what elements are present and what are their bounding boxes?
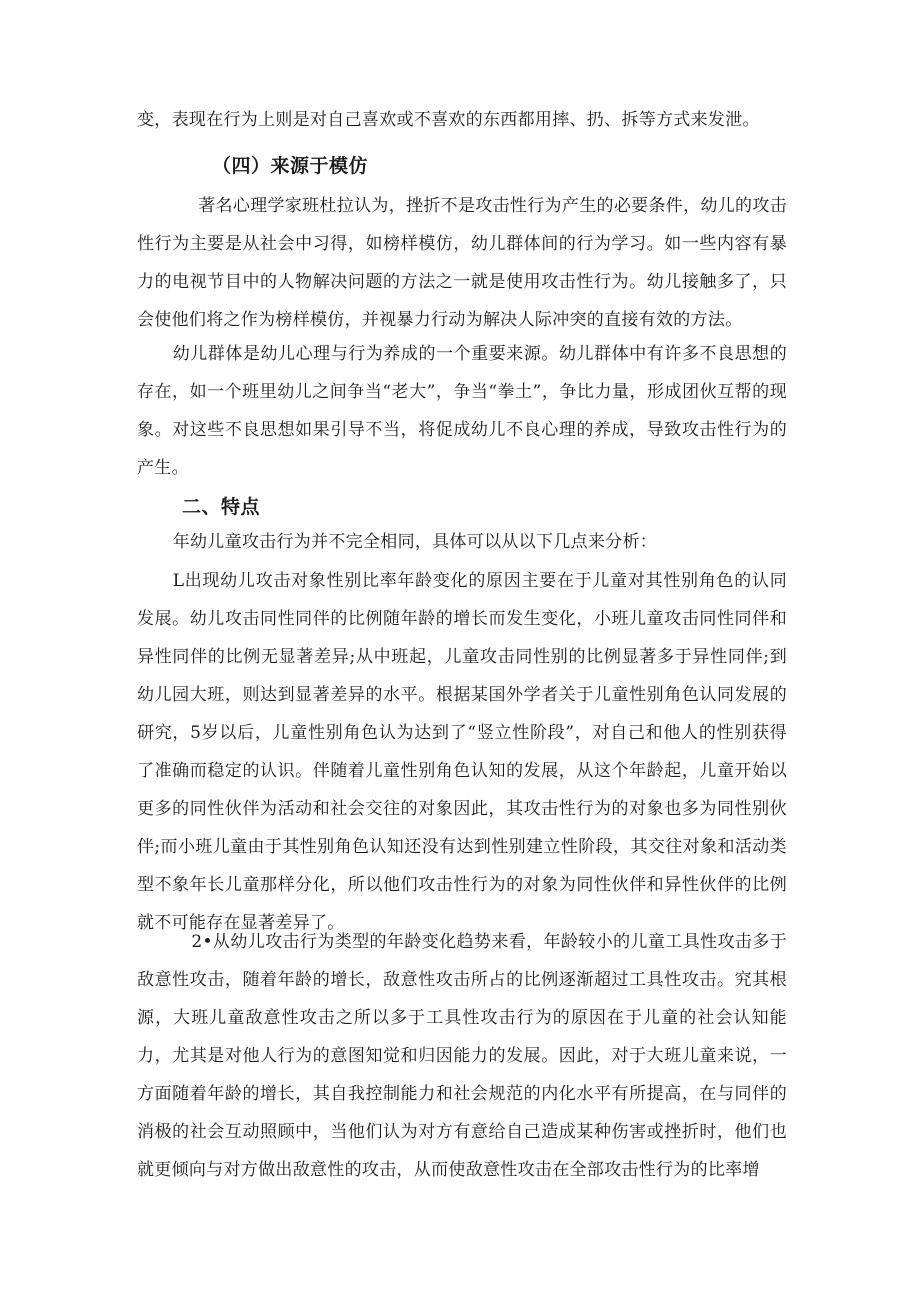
- heading-characteristics: 二、特点: [182, 496, 261, 518]
- paragraph-1: 著名心理学家班杜拉认为，挫折不是攻击性行为产生的必要条件，幼儿的攻击性行为主要是从社会中习得，如榜样模仿，幼儿群体间的行为学习。如一些内容有暴力的电视节目中的人物解决问题的方法之一就是使用攻击性行为。幼儿接触多了，只会使他们将之作为榜样模仿，并视暴力行动为解决人际冲突的直接有效的方法。: [137, 196, 787, 330]
- section-heading-four: [212, 147, 787, 185]
- paragraph-0: 变，表现在行为上则是对自己喜欢或不喜欢的东西都用摔、扔、拆等方式来发泄。: [137, 110, 760, 130]
- paragraph-2: 幼儿群体是幼儿心理与行为养成的一个重要来源。幼儿群体中有许多不良思想的存在，如一个班里幼儿之间争当“老大”，争当“拳土”，争比力量，形成团伙互帮的现象。对这些不良思想如果引导不当，将促成幼儿不良心理的养成，导致攻击性行为的产生。: [137, 344, 787, 478]
- section-heading-two: [182, 488, 787, 526]
- paragraph-5: 2•从幼儿攻击行为类型的年龄变化趋势来看，年龄较小的儿童工具性攻击多于敌意性攻击，随着年龄的增长，敌意性攻击所占的比例逐渐超过工具性攻击。究其根源，大班儿童敌意性攻击之所以多于工具性攻击行为的原因在于儿童的社会认知能力，尤其是对他人行为的意图知觉和归因能力的发展。因此，对于大班儿童来说，一方面随着年龄的增长，其自我控制能力和社会规范的内化水平有所提高，在与同伴的消极的社会互动照顾中，当他们认为对方有意给自己造成某种伤害或挫折时，他们也就更倾向与对方做出敌意性的攻击，从而使敌意性攻击在全部攻击性行为的比率增: [137, 932, 787, 1180]
- paragraph-4: L出现幼儿攻击对象性别比率年龄变化的原因主要在于儿童对其性别角色的认同发展。幼儿攻击同性同伴的比例随年龄的增长而发生变化，小班儿童攻击同性同伴和异性同伴的比例无显著差异;从中班起，儿童攻击同性别的比例显著多于异性同伴;到幼儿园大班，则达到显著差异的水平。根据某国外学者关于儿童性别角色认同发展的研究，5岁以后，儿童性别角色认为达到了“竖立性阶段”，对自己和他人的性别获得了准确而稳定的认识。伴随着儿童性别角色认知的发展，从这个年龄起，儿童开始以更多的同性伙伴为活动和社会交往的对象因此，其攻击性行为的对象也多为同性别伙伴;而小班儿童由于其性别角色认知还没有达到性别建立性阶段，其交往对象和活动类型不象年长儿童那样分化，所以他们攻击性行为的对象为同性伙伴和异性伙伴的比例就不可能存在显著差异了。: [137, 571, 787, 933]
- paragraph-peer-group: [137, 335, 787, 487]
- heading-source-imitation: （四）来源于模仿: [212, 155, 369, 177]
- paragraph-point-1: [137, 562, 787, 942]
- paragraph-intro: [137, 523, 787, 561]
- paragraph-point-2: [137, 923, 787, 1189]
- paragraph-3: 年幼儿童攻击行为并不完全相同，具体可以从以下几点来分析：: [172, 532, 658, 552]
- paragraph-bandura: [137, 187, 787, 339]
- paragraph-continuation: [137, 101, 787, 139]
